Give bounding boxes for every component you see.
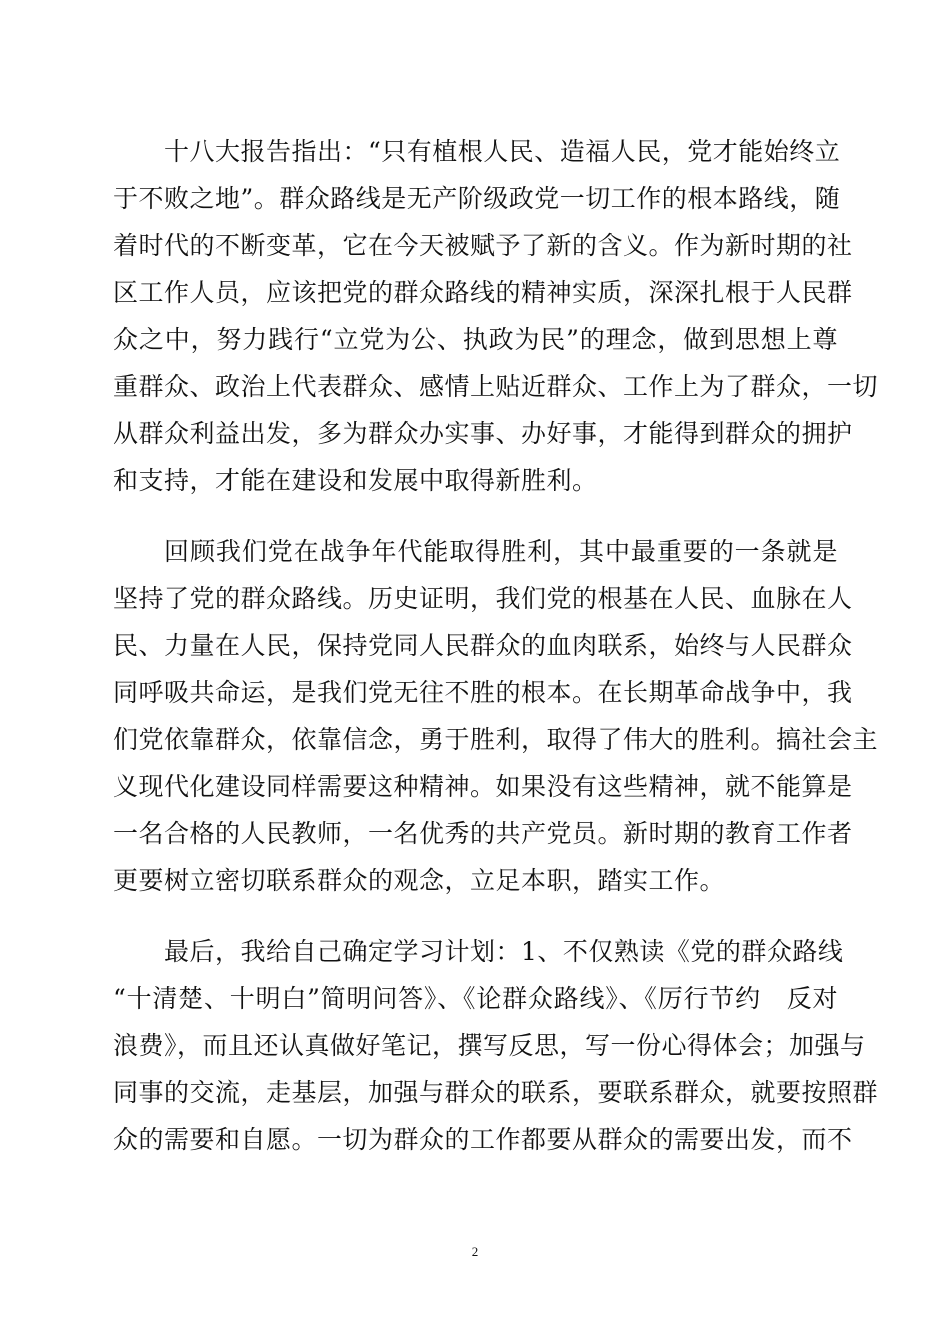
paragraph-2-line-1: 回顾我们党在战争年代能取得胜利，其中最重要的一条就是 <box>164 537 838 566</box>
paragraph-2-line-2: 坚持了党的群众路线。历史证明，我们党的根基在人民、血脉在人 <box>113 584 853 613</box>
paragraph-2-line-8: 更要树立密切联系群众的观念，立足本职，踏实工作。 <box>113 866 726 895</box>
paragraph-2-line-6: 义现代化建设同样需要这种精神。如果没有这些精神，就不能算是 <box>113 772 853 801</box>
paragraph-1-line-2: 于不败之地”。群众路线是无产阶级政党一切工作的根本路线，随 <box>113 184 841 213</box>
paragraph-1-line-6: 重群众、政治上代表群众、感情上贴近群众、工作上为了群众，一切 <box>113 372 879 401</box>
paragraph-3-line-5: 众的需要和自愿。一切为群众的工作都要从群众的需要出发，而不 <box>113 1125 853 1154</box>
paragraph-1-line-5: 众之中，努力践行“立党为公、执政为民”的理念，做到思想上尊 <box>113 325 838 354</box>
paragraph-1-line-8: 和支持，才能在建设和发展中取得新胜利。 <box>113 466 598 495</box>
paragraph-3-line-2: “十清楚、十明白”简明问答》、《论群众路线》、《厉行节约 反对 <box>113 984 838 1013</box>
paragraph-2-line-7: 一名合格的人民教师，一名优秀的共产党员。新时期的教育工作者 <box>113 819 853 848</box>
page-number: 2 <box>471 1244 479 1259</box>
paragraph-3-line-1: 最后，我给自己确定学习计划：1、不仅熟读《党的群众路线 <box>164 937 844 966</box>
paragraph-2-line-3: 民、力量在人民，保持党同人民群众的血肉联系，始终与人民群众 <box>113 631 853 660</box>
paragraph-1-line-7: 从群众利益出发，多为群众办实事、办好事，才能得到群众的拥护 <box>113 419 853 448</box>
paragraph-2-line-4: 同呼吸共命运，是我们党无往不胜的根本。在长期革命战争中，我 <box>113 678 853 707</box>
paragraph-3-line-4: 同事的交流，走基层，加强与群众的联系，要联系群众，就要按照群 <box>113 1078 879 1107</box>
paragraph-2-line-5: 们党依靠群众，依靠信念，勇于胜利，取得了伟大的胜利。搞社会主 <box>113 725 879 754</box>
paragraph-1-line-3: 着时代的不断变革，它在今天被赋予了新的含义。作为新时期的社 <box>113 231 853 260</box>
paragraph-1-line-1: 十八大报告指出：“只有植根人民、造福人民，党才能始终立 <box>164 137 841 166</box>
paragraph-3-line-3: 浪费》，而且还认真做好笔记，撰写反思，写一份心得体会；加强与 <box>113 1031 866 1060</box>
paragraph-1-line-4: 区工作人员，应该把党的群众路线的精神实质，深深扎根于人民群 <box>113 278 853 307</box>
